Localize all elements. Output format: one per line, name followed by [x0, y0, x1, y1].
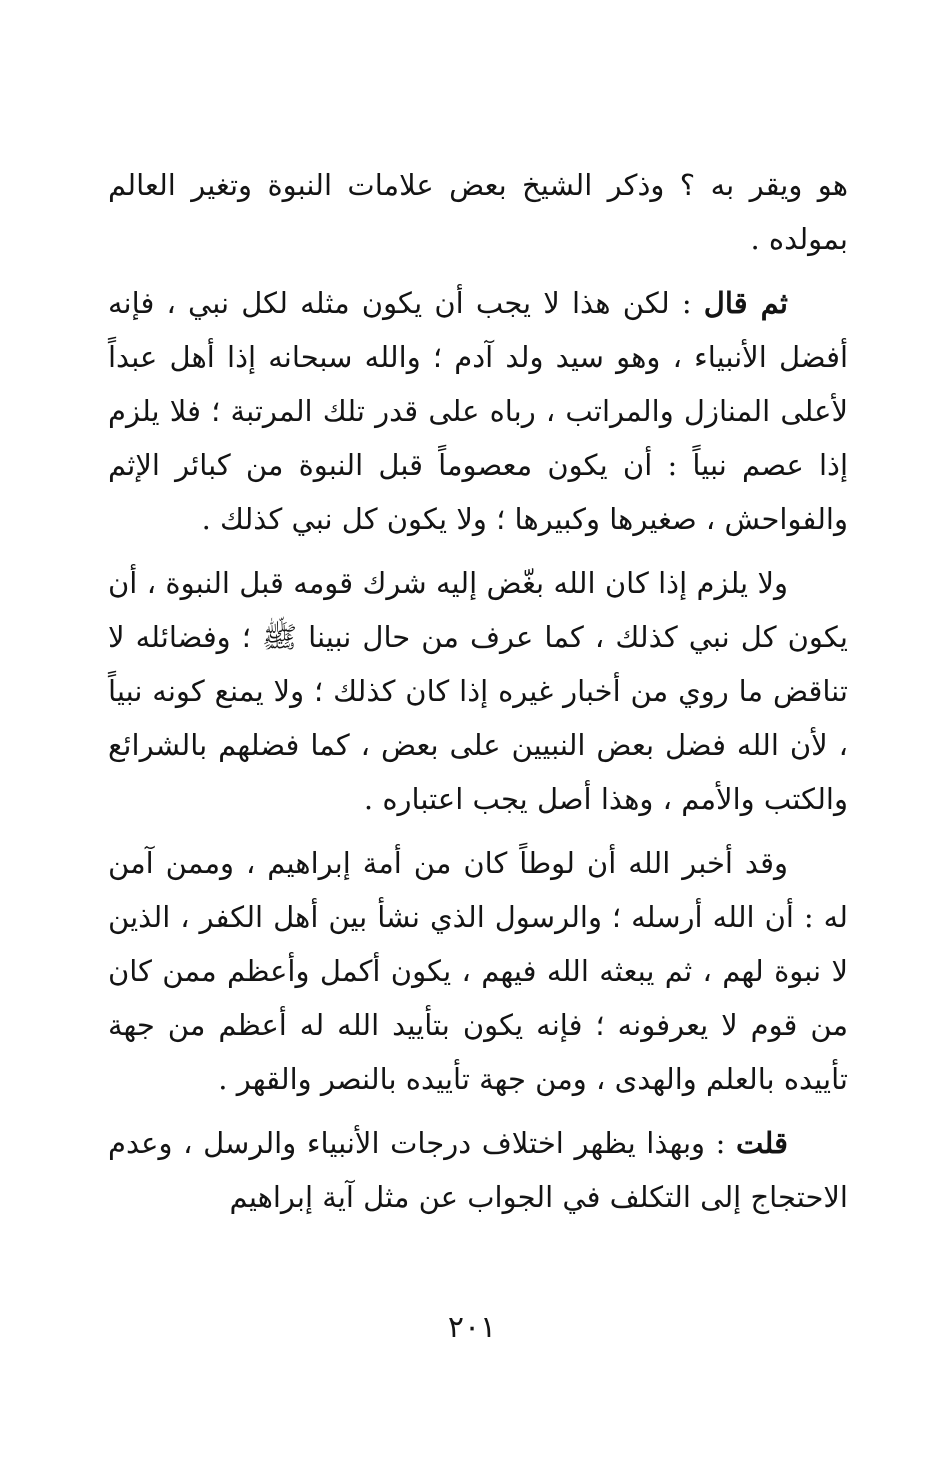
- paragraph-2: [108, 276, 848, 546]
- paragraph-3: [108, 556, 848, 826]
- paragraph-1-text: هو ويقر به ؟ وذكر الشيخ بعض علامات النبوة وتغير العالم بمولده .: [108, 168, 848, 256]
- paragraph-2-lead: ثم قال: [703, 286, 788, 320]
- paragraph-2-text: : لكن هذا لا يجب أن يكون مثله لكل نبي ، فإنه أفضل الأنبياء ، وهو سيد ولد آدم ؛ والله سبحانه إذا أهل عبداً لأعلى المنازل والمراتب ، رباه على قدر تلك المرتبة ؛ فلا يلزم إذا عصم نبياً : أن يكون معصوماً قبل النبوة من كبائر الإثم والفواحش ، صغيرها وكبيرها ؛ ولا يكون كل نبي كذلك .: [108, 286, 848, 536]
- paragraph-3-text: ولا يلزم إذا كان الله بغّض إليه شرك قومه قبل النبوة ، أن يكون كل نبي كذلك ، كما عرف من حال نبينا ﷺ ؛ وفضائله لا تناقض ما روي من أخبار غيره إذا كان كذلك ؛ ولا يمنع كونه نبياً ، لأن الله فضل بعض النبيين على بعض ، كما فضلهم بالشرائع والكتب والأمم ، وهذا أصل يجب اعتباره .: [108, 566, 848, 816]
- paragraph-1: [108, 158, 848, 266]
- paragraph-5-lead: قلت: [736, 1126, 788, 1160]
- paragraph-5-text: : وبهذا يظهر اختلاف درجات الأنبياء والرسل ، وعدم الاحتجاج إلى التكلف في الجواب عن مثل آية إبراهيم: [108, 1126, 848, 1214]
- paragraph-4: [108, 836, 848, 1106]
- page-number: ٢٠١: [447, 1310, 497, 1345]
- page-body: [108, 158, 848, 1234]
- paragraph-5: [108, 1116, 848, 1224]
- paragraph-4-text: وقد أخبر الله أن لوطاً كان من أمة إبراهيم ، وممن آمن له : أن الله أرسله ؛ والرسول الذي نشأ بين أهل الكفر ، الذين لا نبوة لهم ، ثم يبعثه الله فيهم ، يكون أكمل وأعظم ممن كان من قوم لا يعرفونه ؛ فإنه يكون بتأييد الله له أعظم من جهة تأييده بالعلم والهدى ، ومن جهة تأييده بالنصر والقهر .: [108, 846, 848, 1096]
